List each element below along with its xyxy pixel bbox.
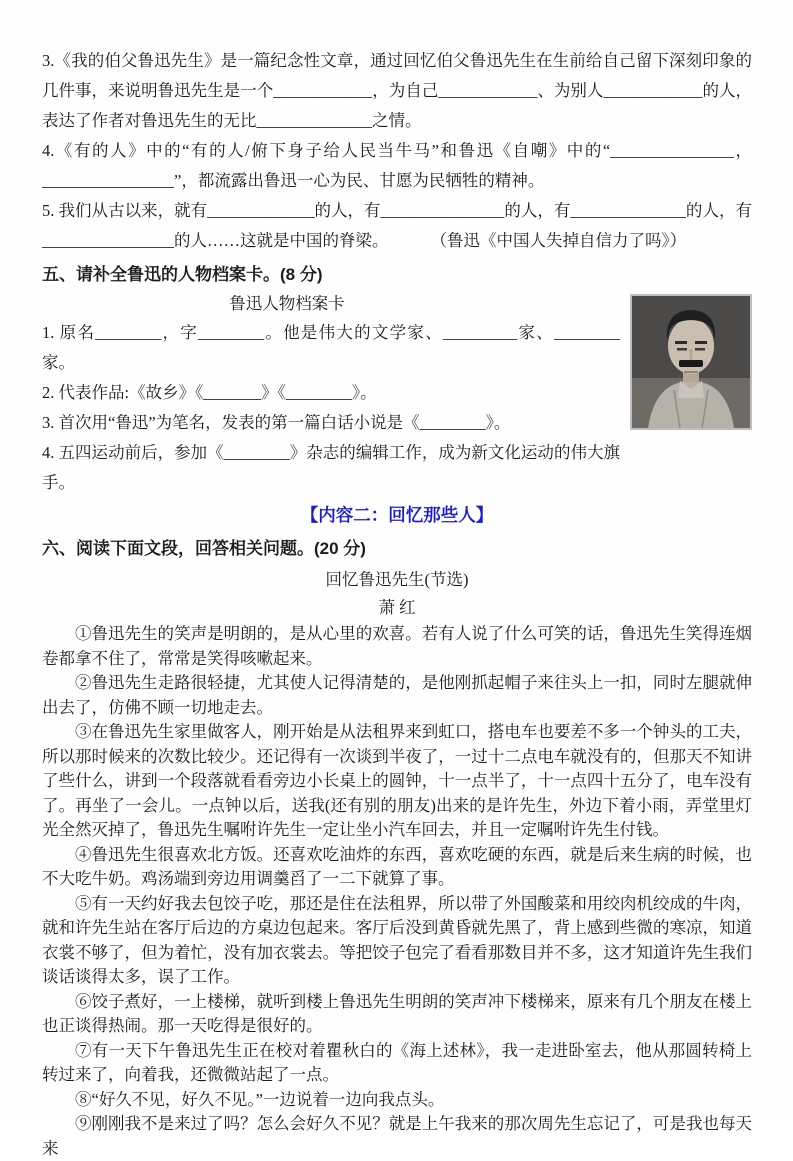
profile-card-item-2: 2. 代表作品:《故乡》《_______》《________》。 <box>42 383 377 402</box>
section-5-heading: 五、请补全鲁迅的人物档案卡。(8 分) <box>42 265 323 284</box>
profile-card-item-4: 4. 五四运动前后，参加《________》杂志的编辑工作，成为新文化运动的伟大旗手。 <box>42 443 620 492</box>
profile-card-title: 鲁迅人物档案卡 <box>229 294 345 313</box>
passage-paragraph-4: ④鲁迅先生很喜欢北方饭。还喜欢吃油炸的东西，喜欢吃硬的东西，就是后来生病的时候，也不大吃牛奶。鸡汤端到旁边用调羹舀了一二下就算了事。 <box>42 844 752 888</box>
profile-card-item-1: 1. 原名________，字________。他是伟大的文学家、_________家、________家。 <box>42 323 620 372</box>
question-5-text: 5. 我们从古以来，就有_____________的人，有_______________的人，有______________的人，有________________的人……这就是中国的脊梁。 <box>42 201 752 250</box>
question-5 <box>42 196 752 256</box>
luxun-profile-card <box>42 290 752 498</box>
luxun-portrait-photo <box>630 294 752 430</box>
passage-paragraph-7: ⑦有一天下午鲁迅先生正在校对着瞿秋白的《海上述林》，我一走进卧室去，他从那圆转椅上转过来了，向着我，还微微站起了一点。 <box>42 1040 752 1084</box>
passage-paragraph-5: ⑤有一天约好我去包饺子吃，那还是住在法租界，所以带了外国酸菜和用绞肉机绞成的牛肉，就和许先生站在客厅后边的方桌边包起来。客厅后没到黄昏就先黑了，背上感到些微的寒凉，知道衣裳不够了，但为着忙，没有加衣裳去。等把饺子包完了看看那数目并不多，这才知道许先生我们谈话谈得太多，误了工作。 <box>42 893 752 986</box>
profile-card-item-3: 3. 首次用“鲁迅”为笔名，发表的第一篇白话小说是《________》。 <box>42 413 511 432</box>
passage-paragraph-6: ⑥饺子煮好，一上楼梯，就听到楼上鲁迅先生明朗的笑声冲下楼梯来，原来有几个朋友在楼上也正谈得热闹。那一天吃得是很好的。 <box>42 991 752 1035</box>
passage-paragraph-8: ⑧“好久不见，好久不见。”一边说着一边向我点头。 <box>75 1089 445 1109</box>
passage-paragraph-2: ②鲁迅先生走路很轻捷，尤其使人记得清楚的，是他刚抓起帽子来往头上一扣，同时左腿就伸出去了，仿佛不顾一切地走去。 <box>42 673 752 717</box>
reading-passage <box>42 566 752 1161</box>
passage-title: 回忆鲁迅先生(节选) <box>325 570 469 589</box>
passage-paragraph-3: ③在鲁迅先生家里做客人，刚开始是从法租界来到虹口，搭电车也要差不多一个钟头的工夫，所以那时候来的次数比较少。还记得有一次谈到半夜了，一过十二点电车就没有的，但那天不知讲了些什么，讲到一个段落就看看旁边小长桌上的圆钟，十一点半了，十一点四十五分了，电车没有了。再坐了一会儿。一点钟以后，送我(还有别的朋友)出来的是许先生，外边下着小雨，弄堂里灯光全然灭掉了，鲁迅先生嘱咐许先生一定让坐小汽车回去，并且一定嘱咐许先生付钱。 <box>42 722 752 839</box>
passage-author: 萧 红 <box>378 598 416 617</box>
question-3: 3.《我的伯父鲁迅先生》是一篇纪念性文章，通过回忆伯父鲁迅先生在生前给自己留下深刻印象的几件事，来说明鲁迅先生是一个____________，为自己____________、为别人____________的人，表达了作者对鲁迅先生的无比______________之情。 <box>42 51 752 130</box>
passage-paragraph-9: ⑨刚刚我不是来过了吗？怎么会好久不见？就是上午我来的那次周先生忘记了，可是我也每天来 <box>42 1114 752 1158</box>
passage-paragraph-1: ①鲁迅先生的笑声是明朗的，是从心里的欢喜。若有人说了什么可笑的话，鲁迅先生笑得连烟卷都拿不住了，常常是笑得咳嗽起来。 <box>42 624 752 668</box>
profile-card-items <box>42 290 620 498</box>
section-banner-content-2: 【内容二：回忆那些人】 <box>300 505 494 525</box>
question-4: 4.《有的人》中的“有的人/俯下身子给人民当牛马”和鲁迅《自嘲》中的“_______________，________________”，都流露出鲁迅一心为民、甘愿为民牺牲的精神。 <box>42 141 752 190</box>
section-6-heading: 六、阅读下面文段，回答相关问题。(20 分) <box>42 539 366 558</box>
question-5-source-citation: （鲁迅《中国人失掉自信力了吗》） <box>430 231 687 250</box>
